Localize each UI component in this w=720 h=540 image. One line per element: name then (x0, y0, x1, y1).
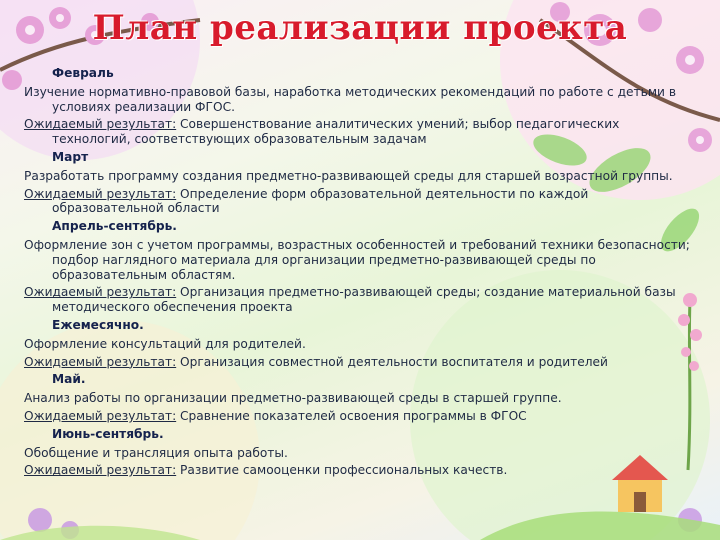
task-text: Оформление консультаций для родителей. (24, 336, 306, 351)
month-heading: Июнь-сентябрь. (52, 426, 164, 441)
result-label: Ожидаемый результат: (24, 463, 177, 478)
month-heading: Ежемесячно. (52, 317, 144, 332)
result-text: Организация предметно-развивающей среды; создание материальной базы методического обеспечения проекта (52, 285, 676, 315)
task-text (24, 446, 694, 461)
result-label: Ожидаемый результат: (24, 354, 177, 369)
project-plan (24, 64, 694, 481)
task-text (24, 337, 694, 352)
task-text: Оформление зон с учетом программы, возрастных особенностей и требований техники безопасности; подбор наглядного материала для организации предметно-развивающей среды по образовательным областям. (24, 237, 690, 282)
task-text (24, 169, 694, 184)
result-text: Определение форм образовательной деятельности по каждой образовательной области (52, 186, 589, 216)
task-text (24, 391, 694, 406)
task-text: Обобщение и трансляция опыта работы. (24, 445, 288, 460)
month-heading: Май. (52, 372, 86, 387)
result-label: Ожидаемый результат: (24, 186, 177, 201)
result-text: Организация совместной деятельности воспитателя и родителей (180, 354, 608, 369)
task-text (24, 238, 694, 282)
expected-result (24, 463, 694, 478)
expected-result (24, 187, 694, 217)
month-heading: Март (52, 149, 89, 164)
month-heading: Апрель-сентябрь. (52, 219, 177, 234)
result-text: Развитие самооценки профессиональных качеств. (180, 463, 508, 478)
month-heading: Февраль (52, 66, 114, 80)
expected-result (24, 355, 694, 370)
task-text: Изучение нормативно-правовой базы, наработка методических рекомендаций по работе с детьми в условиях реализации ФГОС. (24, 84, 677, 114)
result-label: Ожидаемый результат: (24, 408, 177, 423)
expected-result (24, 409, 694, 424)
result-label: Ожидаемый результат: (24, 285, 177, 300)
expected-result (24, 285, 694, 315)
task-text: Разработать программу создания предметно-развивающей среды для старшей возрастной группы. (24, 168, 673, 183)
task-text: Анализ работы по организации предметно-развивающей среды в старшей группе. (24, 391, 562, 406)
slide-title: План реализации проекта (92, 8, 628, 48)
result-text: Совершенствование аналитических умений; выбор педагогических технологий, соответствующих образовательным задачам (52, 117, 620, 147)
result-text: Сравнение показателей освоения программы в ФГОС (180, 408, 527, 423)
result-label: Ожидаемый результат: (24, 117, 177, 132)
task-text (24, 85, 694, 115)
expected-result (24, 117, 694, 147)
